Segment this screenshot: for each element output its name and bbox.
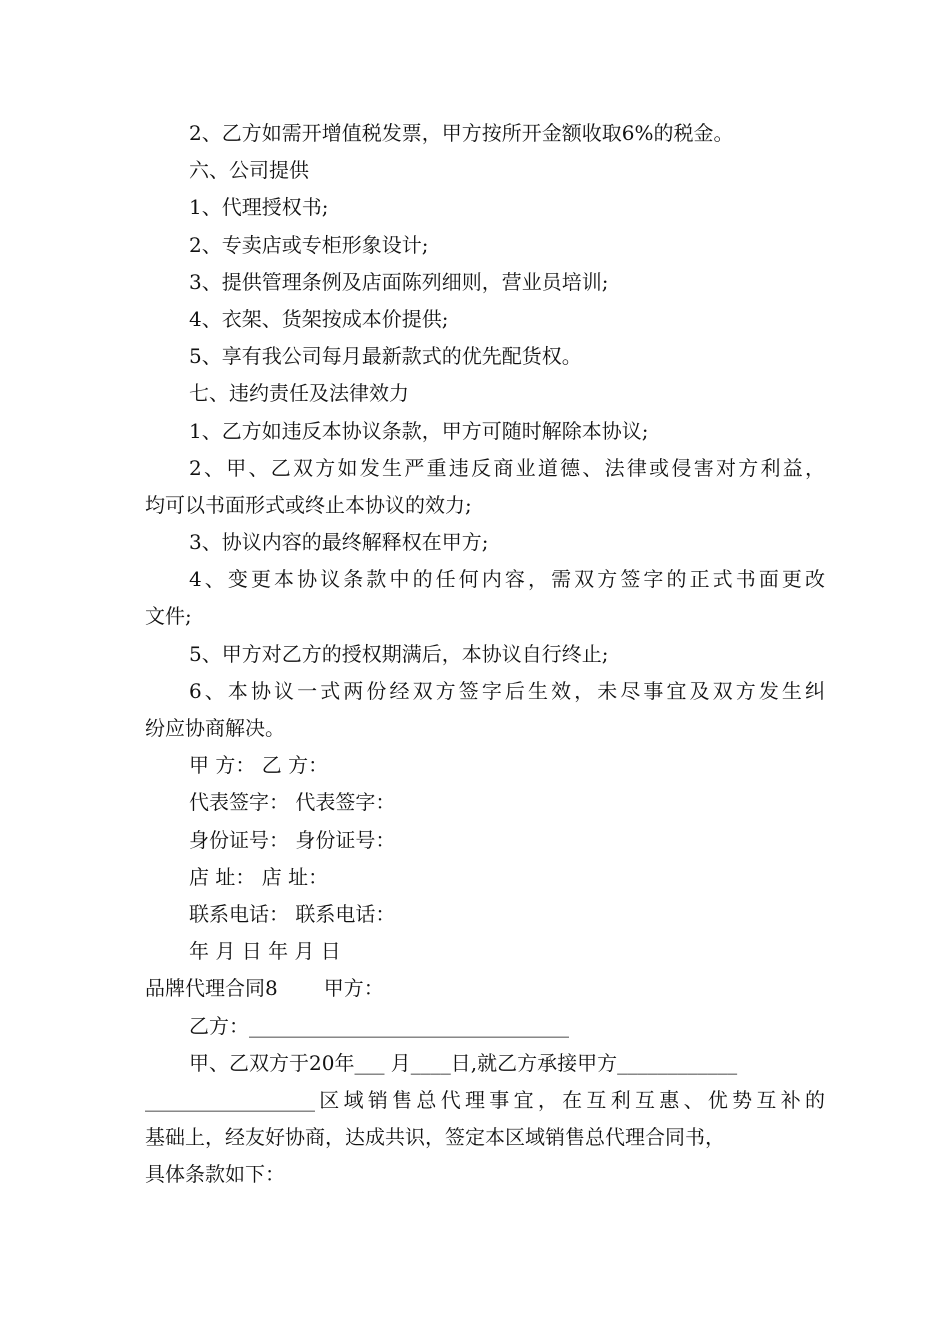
signature-date-row: 年 月 日 年 月 日: [189, 939, 341, 964]
list-item-continued: 均可以书面形式或终止本协议的效力;: [145, 492, 472, 517]
section-six-heading: 六、公司提供: [189, 158, 309, 183]
list-item: 1、乙方如违反本协议条款，甲方可随时解除本协议;: [189, 418, 649, 443]
contract8-paragraph: 甲、乙双方于20年___ 月____日,就乙方承接甲方____________: [189, 1050, 738, 1075]
signature-representative-row: 代表签字： 代表签字：: [189, 790, 396, 815]
signature-phone-row: 联系电话： 联系电话：: [189, 901, 396, 926]
contract8-title: 品牌代理合同8: [145, 976, 278, 1001]
contract8-party-b: 乙方：________________________________: [189, 1013, 569, 1038]
list-item: 6、本协议一式两份经双方签字后生效，未尽事宜及双方发生纠: [189, 678, 825, 703]
list-item: 4、变更本协议条款中的任何内容，需双方签字的正式书面更改: [189, 567, 825, 592]
document-page: [145, 115, 825, 1193]
contract8-heading-row: [145, 970, 825, 1007]
list-item-continued: 纷应协商解决。: [145, 716, 285, 740]
list-item: 1、代理授权书;: [189, 195, 329, 220]
list-item: 2、甲、乙双方如发生严重违反商业道德、法律或侵害对方利益，: [189, 455, 825, 480]
list-item: 3、提供管理条例及店面陈列细则，营业员培训;: [189, 269, 609, 294]
signature-id-row: 身份证号： 身份证号：: [189, 827, 396, 852]
list-item: 5、享有我公司每月最新款式的优先配货权。: [189, 344, 582, 369]
list-item-continued: 文件;: [145, 604, 192, 629]
clause-vat-invoice: 2、乙方如需开增值税发票，甲方按所开金额收取6%的税金。: [189, 121, 734, 145]
list-item: 2、专卖店或专柜形象设计;: [189, 232, 429, 257]
contract8-paragraph: _________________区域销售总代理事宜，在互利互惠、优势互补的: [145, 1087, 825, 1112]
contract8-paragraph: 基础上，经友好协商，达成共识，签定本区域销售总代理合同书，: [145, 1125, 725, 1150]
section-seven-heading: 七、违约责任及法律效力: [189, 381, 409, 406]
list-item: 3、协议内容的最终解释权在甲方;: [189, 530, 489, 555]
contract8-party-a: 甲方：: [323, 976, 384, 1001]
list-item: 4、衣架、货架按成本价提供;: [189, 306, 449, 331]
list-item: 5、甲方对乙方的授权期满后，本协议自行终止;: [189, 641, 609, 666]
signature-party-row: 甲 方： 乙 方：: [189, 753, 329, 778]
contract8-paragraph: 具体条款如下：: [145, 1162, 285, 1187]
signature-address-row: 店 址： 店 址：: [189, 864, 329, 889]
